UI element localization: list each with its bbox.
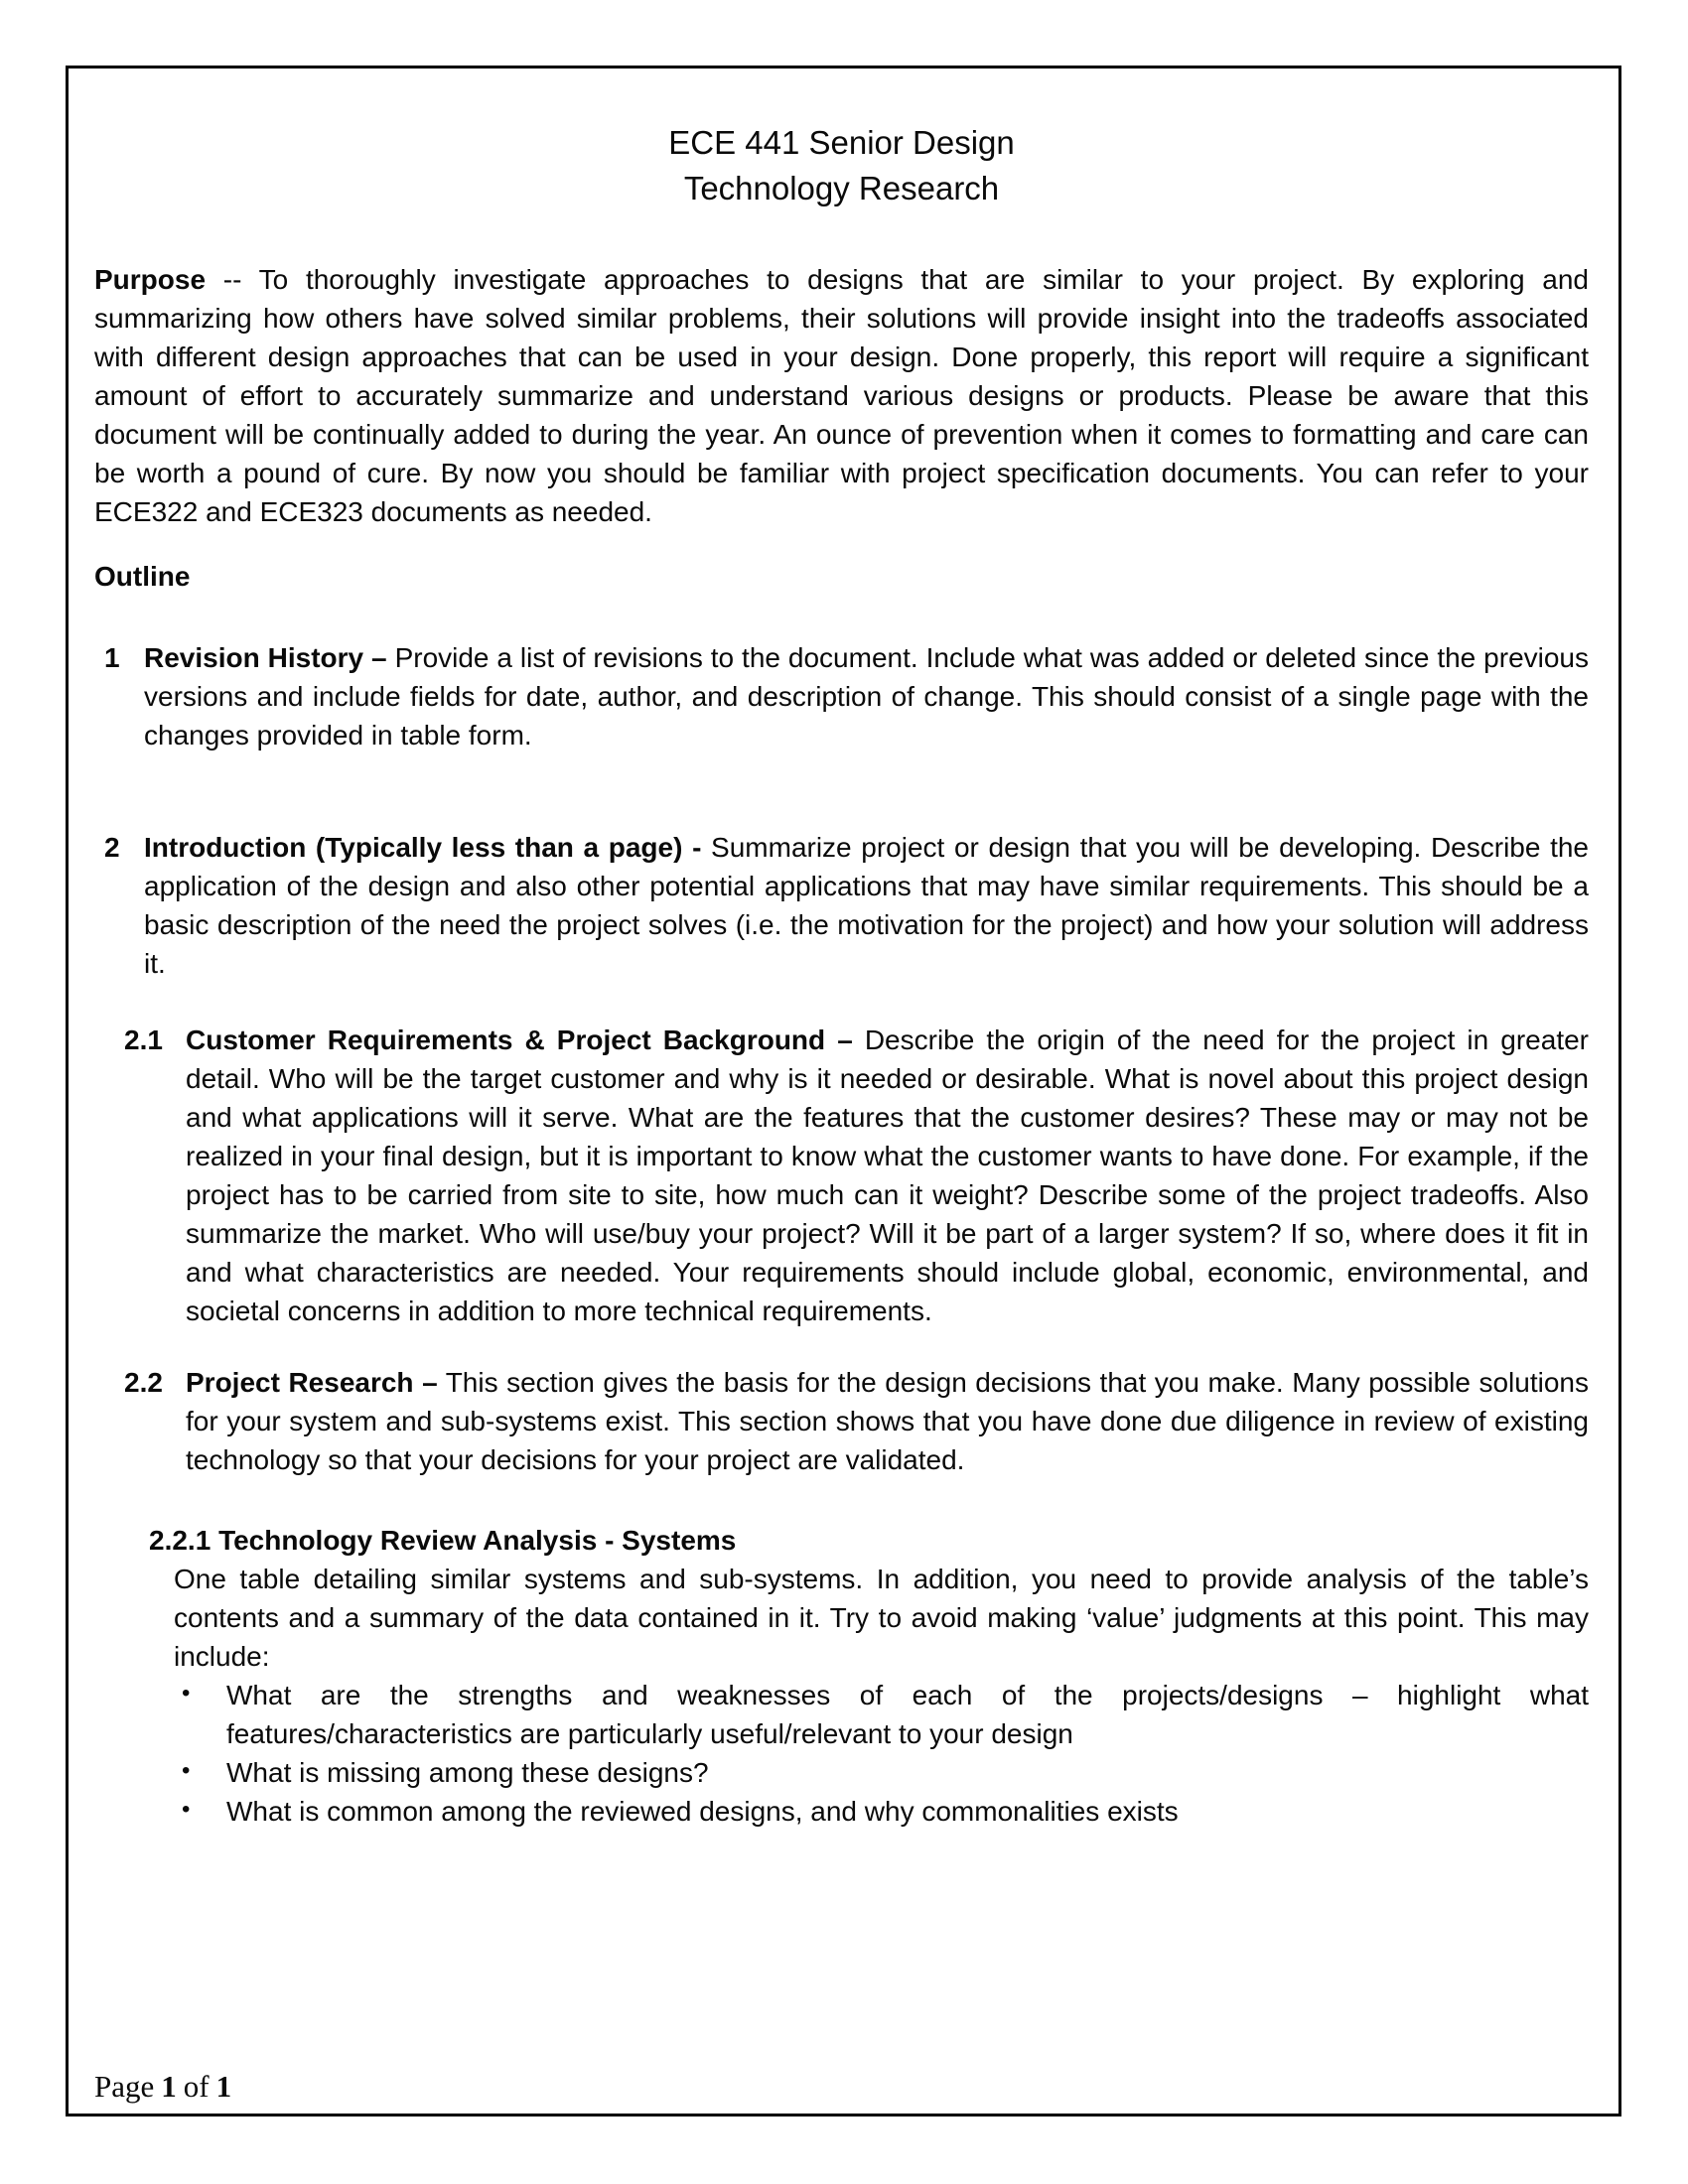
purpose-label: Purpose <box>94 264 207 295</box>
section-paragraph <box>144 638 1589 754</box>
list-item <box>174 1676 1589 1753</box>
footer-of-word: of <box>183 2069 210 2104</box>
section-1-revision-history <box>94 638 1589 754</box>
section-heading: Customer Requirements & Project Background <box>186 1024 826 1055</box>
section-heading-line <box>149 1521 1589 1560</box>
footer-total-pages: 1 <box>215 2069 232 2104</box>
section-number: 1 <box>104 642 120 673</box>
bullet-icon: • <box>182 1796 191 1823</box>
purpose-paragraph <box>94 260 1589 531</box>
document-content <box>94 66 1589 1831</box>
section-separator: – <box>371 642 387 673</box>
bullet-icon: • <box>182 1680 191 1706</box>
document-title <box>94 66 1589 211</box>
section-heading: Project Research <box>186 1367 414 1398</box>
section-2-2-1-technology-review <box>94 1521 1589 1831</box>
section-2-2-project-research <box>94 1363 1589 1479</box>
footer-page-word: Page <box>94 2069 155 2104</box>
section-heading: Technology Review Analysis - Systems <box>218 1525 737 1556</box>
list-item-text: What is common among the reviewed designs, and why commonalities exists <box>226 1796 1179 1827</box>
section-paragraph <box>186 1363 1589 1479</box>
bullet-icon: • <box>182 1757 191 1784</box>
section-2-1-customer-requirements <box>94 1021 1589 1330</box>
title-line-2: Technology Research <box>683 170 1000 206</box>
section-text: Summarize project or design that you will be developing. Describe the application of the design and also other potential applications that may have similar requirements. This should be a basic description of the need the project solves (i.e. the motivation for the project) and how your solution will address it. <box>144 832 1589 979</box>
footer-current-page: 1 <box>161 2069 177 2104</box>
section-heading: Revision History <box>144 642 364 673</box>
bullet-list <box>174 1676 1589 1831</box>
list-item <box>174 1792 1589 1831</box>
title-line-1: ECE 441 Senior Design <box>668 124 1015 161</box>
purpose-text: To thoroughly investigate approaches to designs that are similar to your project. By exploring and summarizing how others have solved similar problems, their solutions will provide insight into the tradeoffs associated with different design approaches that can be used in your design. Done properly, this report will require a significant amount of effort to accurately summarize and understand various designs or products. Please be aware that this document will be continually added to during the year. An ounce of prevention when it comes to formatting and care can be worth a pound of cure. By now you should be familiar with project specification documents. You can refer to your ECE322 and ECE323 documents as needed. <box>94 264 1589 527</box>
section-number: 2.2.1 <box>149 1525 211 1556</box>
section-number: 2.1 <box>124 1024 163 1055</box>
section-paragraph <box>186 1021 1589 1330</box>
section-text: This section gives the basis for the design decisions that you make. Many possible solutions for your system and sub-systems exist. This section shows that you have done due diligence in review of existing technology so that your decisions for your project are validated. <box>186 1367 1589 1475</box>
section-text: Describe the origin of the need for the project in greater detail. Who will be the target customer and why is it needed or desirable. What is novel about this project design and what applications will it serve. What are the features that the customer desires? These may or may not be realized in your final design, but it is important to know what the customer wants to have done. For example, if the project has to be carried from site to site, how much can it weight? Describe some of the project tradeoffs. Also summarize the market. Who will use/buy your project? Will it be part of a larger system? If so, where does it fit in and what characteristics are needed. Your requirements should include global, economic, environmental, and societal concerns in addition to more technical requirements. <box>186 1024 1589 1326</box>
section-text: One table detailing similar systems and sub-systems. In addition, you need to provide analysis of the table’s contents and a summary of the data contained in it. Try to avoid making ‘value’ judgments at this point. This may include: <box>174 1564 1589 1672</box>
list-item <box>174 1753 1589 1792</box>
section-separator: – <box>837 1024 853 1055</box>
section-text: Provide a list of revisions to the document. Include what was added or deleted since the previous versions and include fields for date, author, and description of change. This should consist of a single page with the changes provided in table form. <box>144 642 1590 751</box>
section-separator: - <box>692 832 702 863</box>
page-footer <box>94 2067 238 2106</box>
list-item-text: What is missing among these designs? <box>226 1757 709 1788</box>
section-separator: – <box>422 1367 438 1398</box>
section-number: 2.2 <box>124 1367 163 1398</box>
section-number: 2 <box>104 832 120 863</box>
section-paragraph <box>144 828 1589 983</box>
section-heading: Introduction (Typically less than a page) <box>144 832 683 863</box>
list-item-text: What are the strengths and weaknesses of each of the projects/designs – highlight what features/characteristics are particularly useful/relevant to your design <box>226 1680 1589 1749</box>
section-2-introduction <box>94 828 1589 983</box>
outline-heading: Outline <box>94 561 191 592</box>
purpose-separator: -- <box>222 264 242 295</box>
